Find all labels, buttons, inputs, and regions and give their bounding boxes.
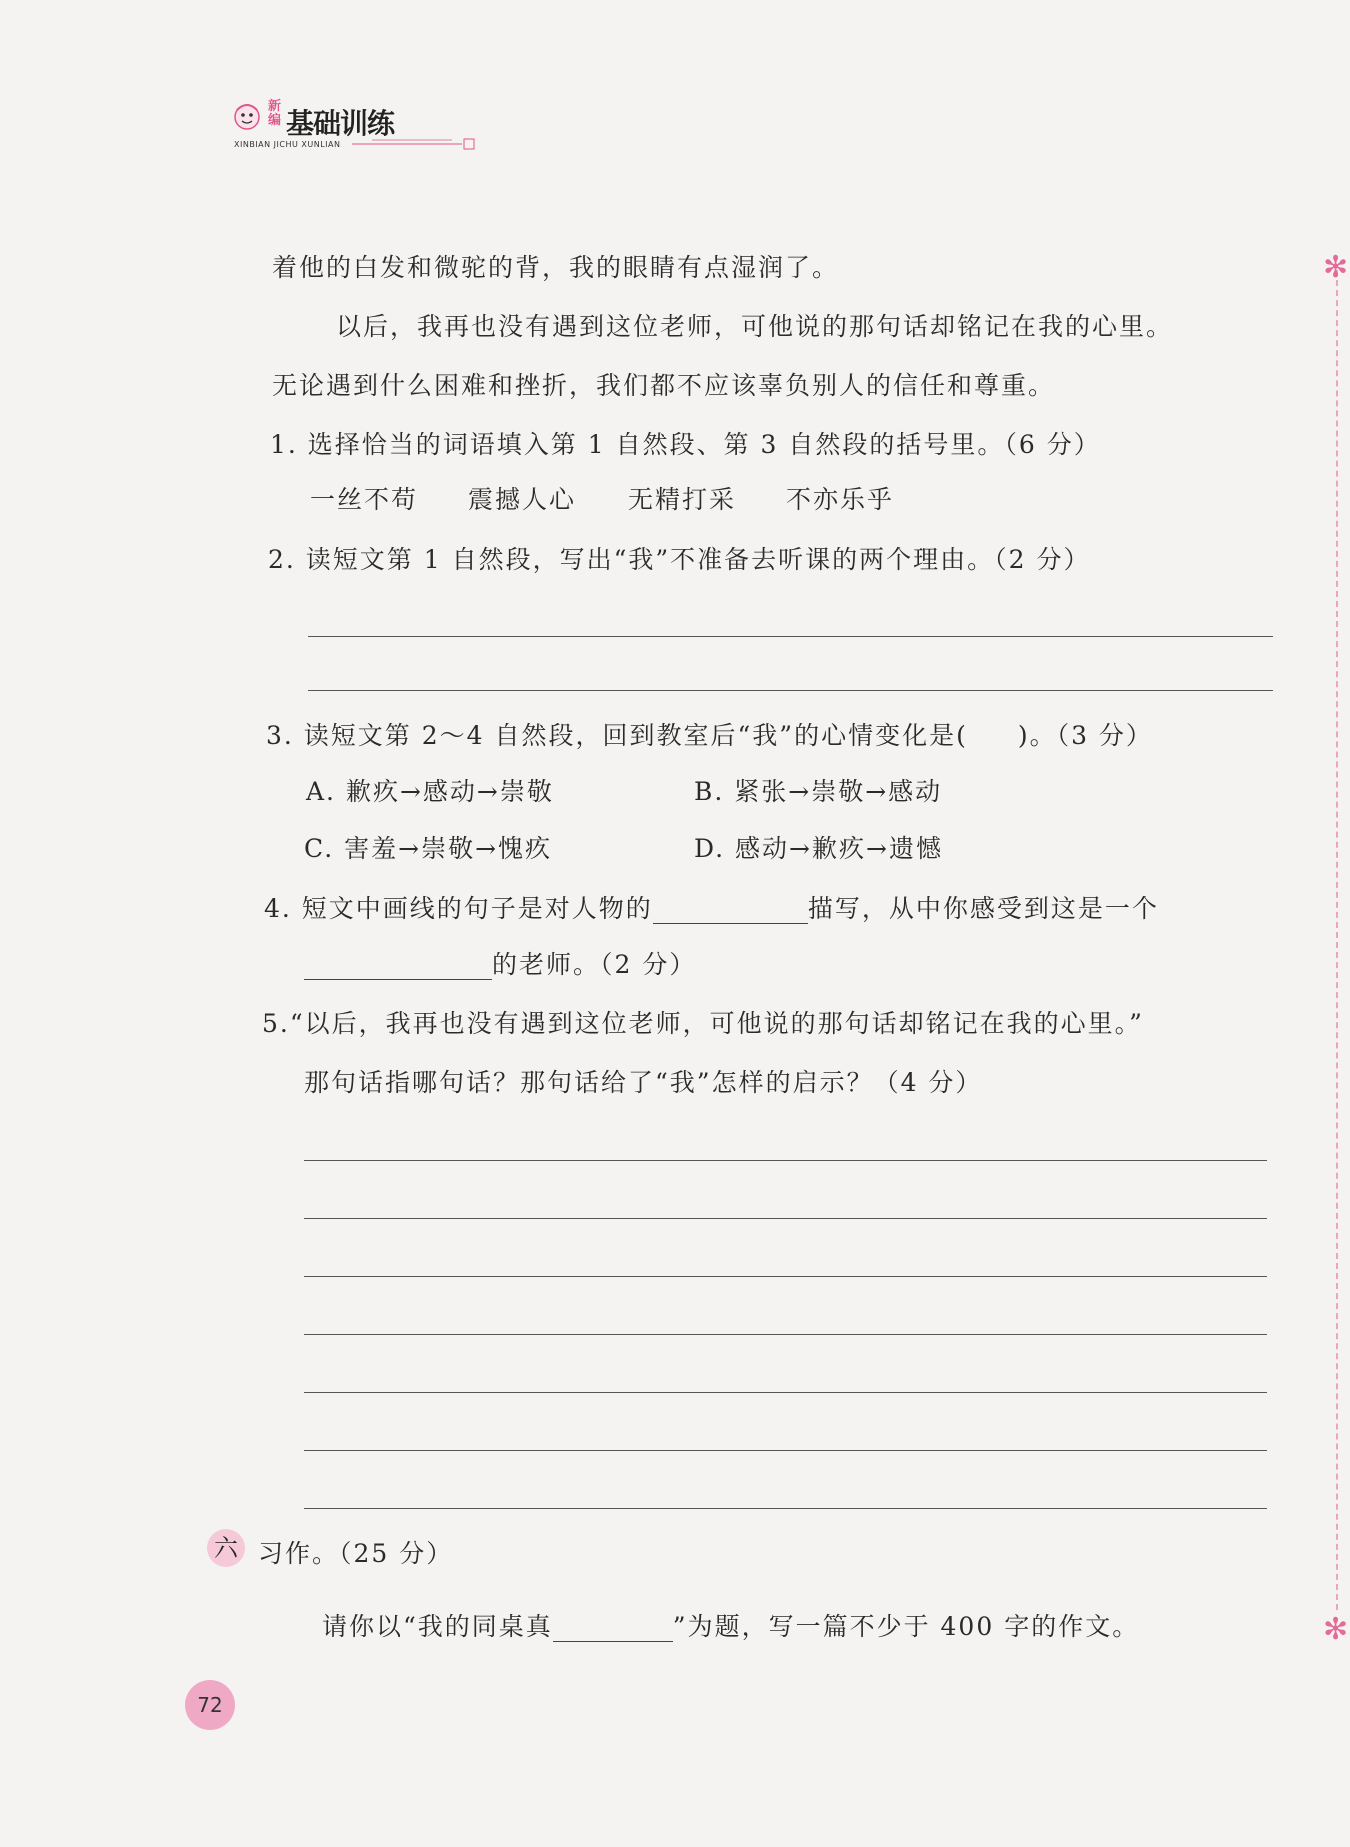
margin-dashed-border (1336, 270, 1338, 1610)
question-3 (266, 716, 1153, 752)
q2-answer-line-1[interactable] (308, 636, 1273, 637)
logo-xinbian: 新编 (268, 99, 282, 128)
q3-option-a[interactable]: A. 歉疚→感动→崇敬 (306, 777, 554, 806)
q4-part-1: 4. 短文中画线的句子是对人物的 (264, 894, 653, 923)
q5-answer-line-1[interactable] (304, 1160, 1267, 1161)
q4-part-3: 的老师。（2 分） (492, 950, 697, 979)
question-5-line-2: 那句话指哪句话？那句话给了“我”怎样的启示？（4 分） (304, 1068, 983, 1097)
q5-answer-line-3[interactable] (304, 1276, 1267, 1277)
q5-answer-line-7[interactable] (304, 1508, 1267, 1509)
series-logo (232, 100, 432, 160)
question-2: 2. 读短文第 1 自然段，写出“我”不准备去听课的两个理由。（2 分） (268, 545, 1091, 574)
section-6-prompt (322, 1607, 1139, 1643)
question-4-line-2 (304, 945, 696, 981)
section-6-number: 六 (207, 1529, 245, 1567)
question-1: 1. 选择恰当的词语填入第 1 自然段、第 3 自然段的括号里。（6 分） (270, 430, 1101, 459)
q3-option-b[interactable]: B. 紧张→崇敬→感动 (694, 777, 943, 806)
passage-line-1: 着他的白发和微驼的背，我的眼睛有点湿润了。 (272, 253, 840, 282)
q5-answer-line-6[interactable] (304, 1450, 1267, 1451)
passage-line-2: 以后，我再也没有遇到这位老师，可他说的那句话却铭记在我的心里。 (336, 312, 1174, 341)
passage-line-3: 无论遇到什么困难和挫折，我们都不应该辜负别人的信任和尊重。 (272, 371, 1056, 400)
title-blank[interactable] (553, 1612, 673, 1642)
prompt-part-1: 请你以“我的同桌真 (322, 1612, 553, 1641)
logo-decoration (352, 136, 492, 152)
q1-word-1: 一丝不苟 (310, 485, 419, 514)
q1-word-4: 不亦乐乎 (786, 485, 895, 514)
question-4-line-1 (264, 889, 1159, 925)
q3-option-c[interactable]: C. 害羞→崇敬→愧疚 (304, 834, 553, 863)
page-number: 72 (185, 1680, 235, 1730)
q1-word-3: 无精打采 (628, 485, 737, 514)
prompt-part-2: ”为题，写一篇不少于 400 字的作文。 (672, 1612, 1140, 1641)
q4-part-2: 描写，从中你感受到这是一个 (807, 894, 1159, 923)
q5-answer-line-4[interactable] (304, 1334, 1267, 1335)
question-3-score: )。（3 分） (1017, 721, 1153, 750)
q4-blank-1[interactable] (653, 894, 808, 924)
q2-answer-line-2[interactable] (308, 690, 1273, 691)
star-icon: ✻ (1323, 250, 1349, 285)
q3-option-d[interactable]: D. 感动→歉疚→遗憾 (694, 834, 943, 863)
q5-answer-line-5[interactable] (304, 1392, 1267, 1393)
star-icon: ✻ (1323, 1612, 1349, 1647)
q1-word-2: 震撼人心 (468, 485, 577, 514)
question-5-line-1: 5.“以后，我再也没有遇到这位老师，可他说的那句话却铭记在我的心里。” (262, 1009, 1144, 1038)
q4-blank-2[interactable] (304, 950, 492, 980)
logo-pinyin: XINBIAN JICHU XUNLIAN (234, 140, 341, 149)
mascot-icon (232, 100, 262, 134)
section-6-title: 习作。（25 分） (258, 1539, 454, 1568)
logo-title: 基础训练 (286, 107, 395, 140)
q5-answer-line-2[interactable] (304, 1218, 1267, 1219)
question-3-text: 3. 读短文第 2～4 自然段，回到教室后“我”的心情变化是( (266, 721, 968, 750)
